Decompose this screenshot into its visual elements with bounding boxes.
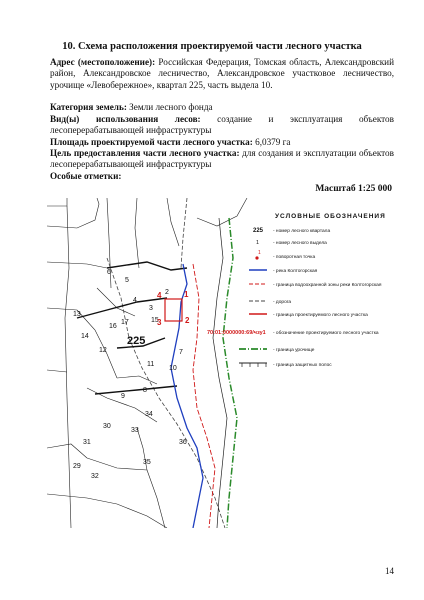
- vydel-number: 11: [147, 361, 155, 368]
- legend-item-text: - номер лесного квартала: [273, 229, 331, 234]
- notes-label: Особые отметки:: [50, 171, 122, 181]
- vydel-number: 3: [149, 305, 153, 312]
- vydel-number: 14: [81, 333, 89, 340]
- address-label: Адрес (местоположение):: [50, 57, 156, 67]
- map-area: [47, 198, 247, 528]
- vydel-number: 31: [83, 439, 91, 446]
- legend-item-text: - поворотная точка: [273, 255, 316, 260]
- vydel-number: 5: [125, 277, 129, 284]
- vydel-number: 2: [165, 289, 169, 296]
- legend-item-text: - обозначение проектируемого лесного участка: [273, 331, 379, 336]
- vydel-number: 29: [73, 463, 81, 470]
- land-category-paragraph: [50, 102, 394, 113]
- vydel-number: 36: [179, 439, 187, 446]
- quarter-number: 225: [127, 335, 146, 347]
- legend-sample-quarter: 225: [253, 228, 264, 234]
- legend-item-text: - река Колтогорская: [273, 269, 318, 274]
- usage-label: Вид(ы) использования лесов:: [50, 114, 201, 124]
- vydel-number: 33: [131, 427, 139, 434]
- vydel-number: 13: [73, 311, 81, 318]
- notes-paragraph: [50, 171, 394, 182]
- forest-plot-map: [47, 198, 392, 528]
- vydel-number: 15: [151, 317, 159, 324]
- vydel-number: 10: [169, 365, 177, 372]
- vydel-number: 8: [143, 387, 147, 394]
- protective-strip-icon: [239, 363, 267, 367]
- vydel-number: 9: [121, 393, 125, 400]
- legend-sample-point: 1: [258, 250, 261, 256]
- vydel-number: 16: [109, 323, 117, 330]
- legend-item-text: - граница урочище: [273, 348, 315, 353]
- map-legend: [207, 213, 386, 368]
- vydel-number: 4: [133, 297, 137, 304]
- vydel-number: 35: [143, 459, 151, 466]
- turning-point-icon: [255, 256, 258, 259]
- legend-sample-parcel-id: 70:01:0000000:69/чзу1: [207, 330, 266, 336]
- vydel-number: 6: [107, 269, 111, 276]
- area-paragraph: [50, 137, 394, 148]
- legend-item-text: - граница водоохранной зоны реки Колтогорская: [273, 283, 382, 288]
- address-text: Российская Федерация, Томская область, Александровский район, Александровское лесничество, Александровское участковое лесничество, урочище «Левобережное», квартал 225, часть выдела 10.: [50, 57, 394, 90]
- corner-point-label: 3: [157, 318, 162, 327]
- legend-sample-vydel: 1: [256, 240, 260, 246]
- address-paragraph: [50, 57, 394, 91]
- vydel-number: 30: [103, 423, 111, 430]
- vydel-number: 34: [145, 411, 153, 418]
- map-scale: Масштаб 1:25 000: [315, 184, 392, 194]
- page-number: 14: [385, 566, 394, 576]
- area-text: 6,0379 га: [255, 137, 291, 147]
- purpose-paragraph: [50, 148, 394, 171]
- page-title: 10. Схема расположения проектируемой части лесного участка: [62, 41, 362, 52]
- usage-text: создание и эксплуатация объектов лесоперерабатывающей инфраструктуры: [50, 114, 394, 136]
- land-category-label: Категория земель:: [50, 102, 127, 112]
- purpose-label: Цель предоставления части лесного участка:: [50, 148, 240, 158]
- vydel-number: 12: [99, 347, 107, 354]
- legend-item-text: - дорога: [273, 300, 292, 305]
- land-category-text: Земли лесного фонда: [129, 102, 213, 112]
- legend-item-text: - граница защитных полос: [273, 363, 332, 368]
- vydel-number: 17: [121, 319, 129, 326]
- corner-point-label: 2: [185, 316, 190, 325]
- area-label: Площадь проектируемой части лесного участка:: [50, 137, 253, 147]
- vydel-number: 7: [179, 349, 183, 356]
- legend-item-text: - граница проектируемого лесного участка: [273, 313, 368, 318]
- purpose-text: для создания и эксплуатации объектов лесоперерабатывающей инфраструктуры: [50, 148, 394, 170]
- legend-title: УСЛОВНЫЕ ОБОЗНАЧЕНИЯ: [275, 213, 386, 220]
- vydel-number: 32: [91, 473, 99, 480]
- usage-paragraph: [50, 114, 394, 137]
- corner-point-label: 4: [157, 291, 162, 300]
- corner-point-label: 1: [184, 290, 189, 299]
- legend-item-text: - номер лесного выдела: [273, 241, 327, 246]
